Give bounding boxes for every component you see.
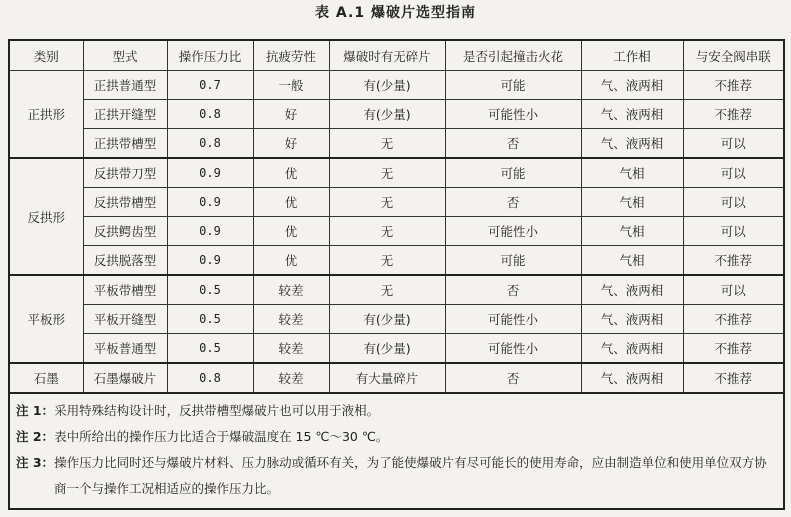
type-cell: 反拱带刀型 [83,158,167,188]
fatigue-cell: 较差 [253,275,329,305]
safety-valve-cell: 可以 [683,129,784,159]
pressure-ratio-cell: 0.8 [167,363,253,393]
table-row [9,363,784,393]
spark-cell: 可能性小 [445,334,581,364]
spark-cell: 可能性小 [445,217,581,246]
header-category: 类别 [9,40,83,71]
fragments-cell: 有大量碎片 [329,363,445,393]
safety-valve-cell: 不推荐 [683,100,784,129]
header-spark: 是否引起撞击火花 [445,40,581,71]
fragments-cell: 有(少量) [329,305,445,334]
spark-cell: 可能 [445,71,581,100]
header-phase: 工作相 [581,40,683,71]
type-cell: 平板带槽型 [83,275,167,305]
type-cell: 反拱带槽型 [83,188,167,217]
fatigue-cell: 好 [253,129,329,159]
category-cell: 石墨 [9,363,83,393]
fatigue-cell: 优 [253,188,329,217]
header-fatigue-resistance: 抗疲劳性 [253,40,329,71]
pressure-ratio-cell: 0.9 [167,158,253,188]
spark-cell: 否 [445,363,581,393]
fragments-cell: 无 [329,275,445,305]
table-row [9,188,784,217]
pressure-ratio-cell: 0.7 [167,71,253,100]
phase-cell: 气、液两相 [581,100,683,129]
category-cell: 正拱形 [9,71,83,159]
fatigue-cell: 优 [253,217,329,246]
header-type: 型式 [83,40,167,71]
phase-cell: 气、液两相 [581,363,683,393]
spark-cell: 可能性小 [445,100,581,129]
safety-valve-cell: 不推荐 [683,305,784,334]
rupture-disc-selection-table [8,39,785,510]
phase-cell: 气相 [581,158,683,188]
phase-cell: 气、液两相 [581,129,683,159]
table-row [9,246,784,276]
note-1-text: 采用特殊结构设计时，反拱带槽型爆破片也可以用于液相。 [54,403,380,418]
pressure-ratio-cell: 0.5 [167,275,253,305]
fragments-cell: 有(少量) [329,334,445,364]
header-safety-valve: 与安全阀串联 [683,40,784,71]
phase-cell: 气相 [581,246,683,276]
safety-valve-cell: 可以 [683,217,784,246]
phase-cell: 气、液两相 [581,305,683,334]
type-cell: 正拱开缝型 [83,100,167,129]
safety-valve-cell: 不推荐 [683,246,784,276]
spark-cell: 可能 [445,158,581,188]
fragments-cell: 无 [329,246,445,276]
note-2 [16,424,777,450]
pressure-ratio-cell: 0.5 [167,305,253,334]
pressure-ratio-cell: 0.9 [167,246,253,276]
table-row [9,305,784,334]
table-row [9,100,784,129]
safety-valve-cell: 可以 [683,188,784,217]
spark-cell: 可能性小 [445,305,581,334]
category-cell: 平板形 [9,275,83,363]
type-cell: 平板开缝型 [83,305,167,334]
fatigue-cell: 较差 [253,334,329,364]
fragments-cell: 无 [329,129,445,159]
table-row [9,334,784,364]
pressure-ratio-cell: 0.9 [167,188,253,217]
notes-cell [9,393,784,509]
notes-row [9,393,784,509]
note-3-text: 操作压力比同时还与爆破片材料、压力脉动或循环有关，为了能使爆破片有尽可能长的使用寿命，应由制造单位和使用单位双方协商一个与操作工况相适应的操作压力比。 [54,455,767,496]
phase-cell: 气相 [581,188,683,217]
fatigue-cell: 好 [253,100,329,129]
spark-cell: 否 [445,129,581,159]
type-cell: 石墨爆破片 [83,363,167,393]
header-fragments: 爆破时有无碎片 [329,40,445,71]
table-row [9,275,784,305]
table-row [9,158,784,188]
spark-cell: 可能 [445,246,581,276]
table-row [9,71,784,100]
table-title: 表 A.1 爆破片选型指南 [315,5,476,21]
fatigue-cell: 优 [253,158,329,188]
spark-cell: 否 [445,275,581,305]
safety-valve-cell: 不推荐 [683,71,784,100]
table-row [9,129,784,159]
safety-valve-cell: 不推荐 [683,334,784,364]
safety-valve-cell: 不推荐 [683,363,784,393]
note-2-text: 表中所给出的操作压力比适合于爆破温度在 15 ℃～30 ℃。 [54,429,389,444]
fatigue-cell: 优 [253,246,329,276]
pressure-ratio-cell: 0.8 [167,100,253,129]
note-2-label: 注 2： [16,429,55,444]
fatigue-cell: 较差 [253,363,329,393]
safety-valve-cell: 可以 [683,158,784,188]
note-3-label: 注 3： [16,455,55,470]
fatigue-cell: 一般 [253,71,329,100]
table-row [9,217,784,246]
phase-cell: 气相 [581,217,683,246]
fragments-cell: 有(少量) [329,71,445,100]
type-cell: 正拱普通型 [83,71,167,100]
phase-cell: 气、液两相 [581,334,683,364]
fragments-cell: 无 [329,188,445,217]
type-cell: 正拱带槽型 [83,129,167,159]
pressure-ratio-cell: 0.8 [167,129,253,159]
fragments-cell: 无 [329,158,445,188]
note-1 [16,398,777,424]
category-cell: 反拱形 [9,158,83,275]
phase-cell: 气、液两相 [581,71,683,100]
fragments-cell: 有(少量) [329,100,445,129]
fragments-cell: 无 [329,217,445,246]
spark-cell: 否 [445,188,581,217]
note-1-label: 注 1： [16,403,55,418]
phase-cell: 气、液两相 [581,275,683,305]
type-cell: 反拱脱落型 [83,246,167,276]
safety-valve-cell: 可以 [683,275,784,305]
header-row [9,40,784,71]
type-cell: 反拱鳄齿型 [83,217,167,246]
pressure-ratio-cell: 0.5 [167,334,253,364]
note-3 [16,450,777,502]
pressure-ratio-cell: 0.9 [167,217,253,246]
fatigue-cell: 较差 [253,305,329,334]
header-pressure-ratio: 操作压力比 [167,40,253,71]
type-cell: 平板普通型 [83,334,167,364]
